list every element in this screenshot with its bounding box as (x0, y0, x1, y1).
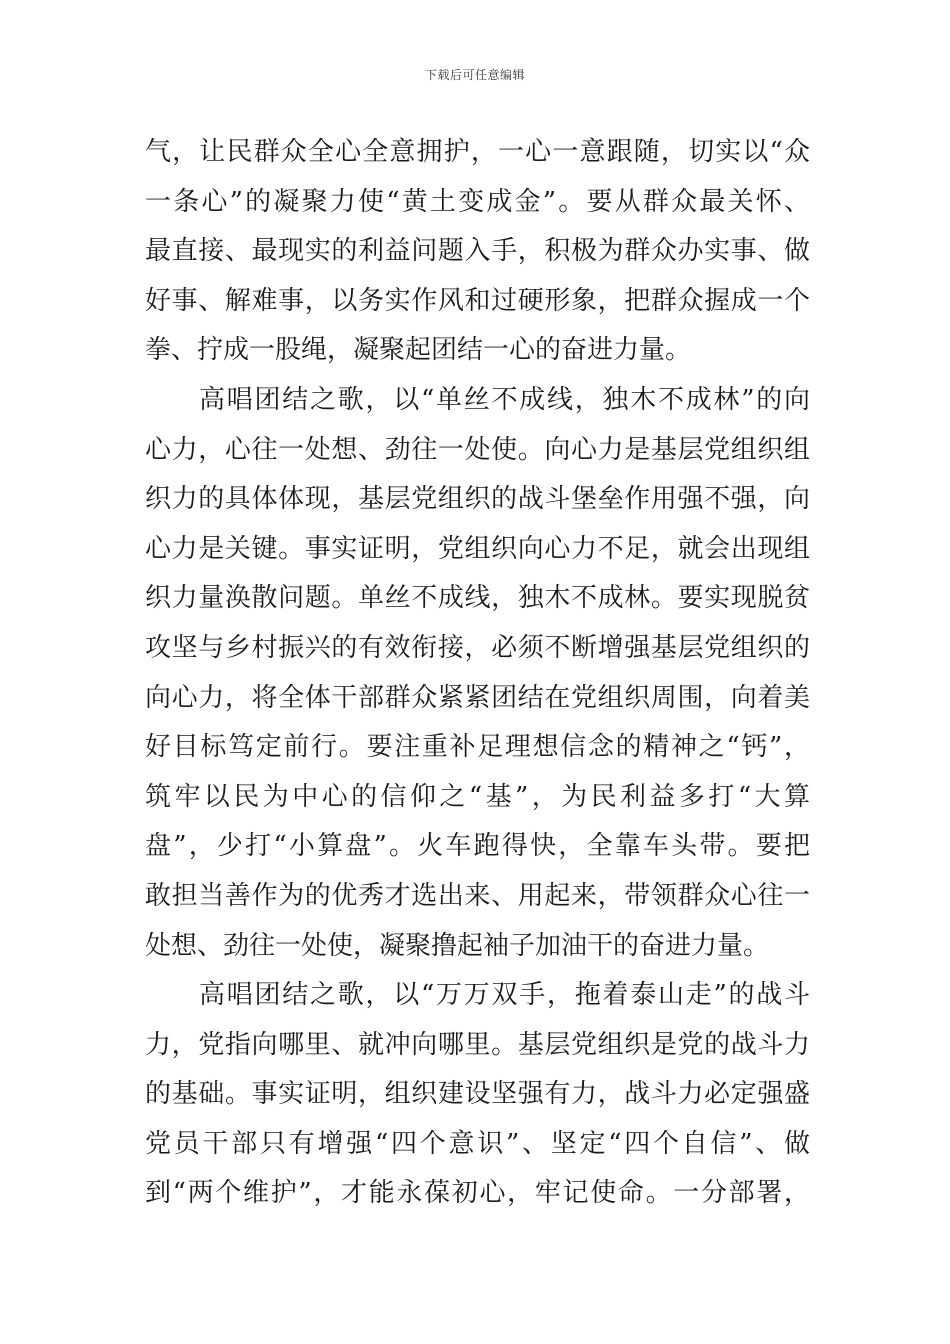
text-line: 处想、劲往一处使，凝聚撸起袖子加油干的奋进力量。 (145, 930, 770, 961)
text-line: 气，让民群众全心全意拥护，一心一意跟随，切实以“众 (145, 137, 810, 167)
text-line: 敢担当善作为的优秀才选出来、用起来，带领群众心往一 (145, 880, 810, 911)
text-line: 好目标笃定前行。要注重补足理想信念的精神之“钙”， (145, 732, 810, 763)
text-line: 最直接、最现实的利益问题入手，积极为群众办实事、做 (145, 236, 810, 267)
text-line: 心力，心往一处想、劲往一处使。向心力是基层党组织组 (145, 434, 810, 465)
text-line: 一条心”的凝聚力使“黄土变成金”。要从群众最关怀、 (145, 186, 810, 217)
page-header-note: 下载后可任意编辑 (424, 68, 525, 82)
text-line: 盘”，少打“小算盘”。火车跑得快，全靠车头带。要把 (145, 831, 810, 862)
text-line: 心力是关键。事实证明，党组织向心力不足，就会出现组 (145, 533, 810, 564)
body-text (145, 128, 810, 1219)
text-line: 拳、拧成一股绳，凝聚起团结一心的奋进力量。 (145, 335, 692, 366)
text-line: 力，党指向哪里、就冲向哪里。基层党组织是党的战斗力 (145, 1029, 810, 1060)
paragraph-first-line: 高唱团结之歌，以“单丝不成线，独木不成林”的向 (199, 384, 810, 415)
text-line: 的基础。事实证明，组织建设坚强有力，战斗力必定强盛 (145, 1079, 810, 1110)
paragraph-first-line: 高唱团结之歌，以“万万双手，拖着泰山走”的战斗 (199, 980, 810, 1011)
text-line: 织力的具体体现，基层党组织的战斗堡垒作用强不强，向 (145, 484, 810, 515)
text-line: 织力量涣散问题。单丝不成线，独木不成林。要实现脱贫 (145, 583, 810, 614)
text-line: 好事、解难事，以务实作风和过硬形象，把群众握成一个 (145, 285, 810, 316)
text-line: 攻坚与乡村振兴的有效衔接，必须不断增强基层党组织的 (145, 632, 810, 663)
text-line: 党员干部只有增强“四个意识”、坚定“四个自信”、做 (145, 1128, 810, 1159)
text-line: 筑牢以民为中心的信仰之“基”，为民利益多打“大算 (145, 781, 810, 812)
text-line: 向心力，将全体干部群众紧紧团结在党组织周围，向着美 (145, 682, 810, 713)
text-line: 到“两个维护”，才能永葆初心，牢记使命。一分部署， (145, 1178, 810, 1209)
